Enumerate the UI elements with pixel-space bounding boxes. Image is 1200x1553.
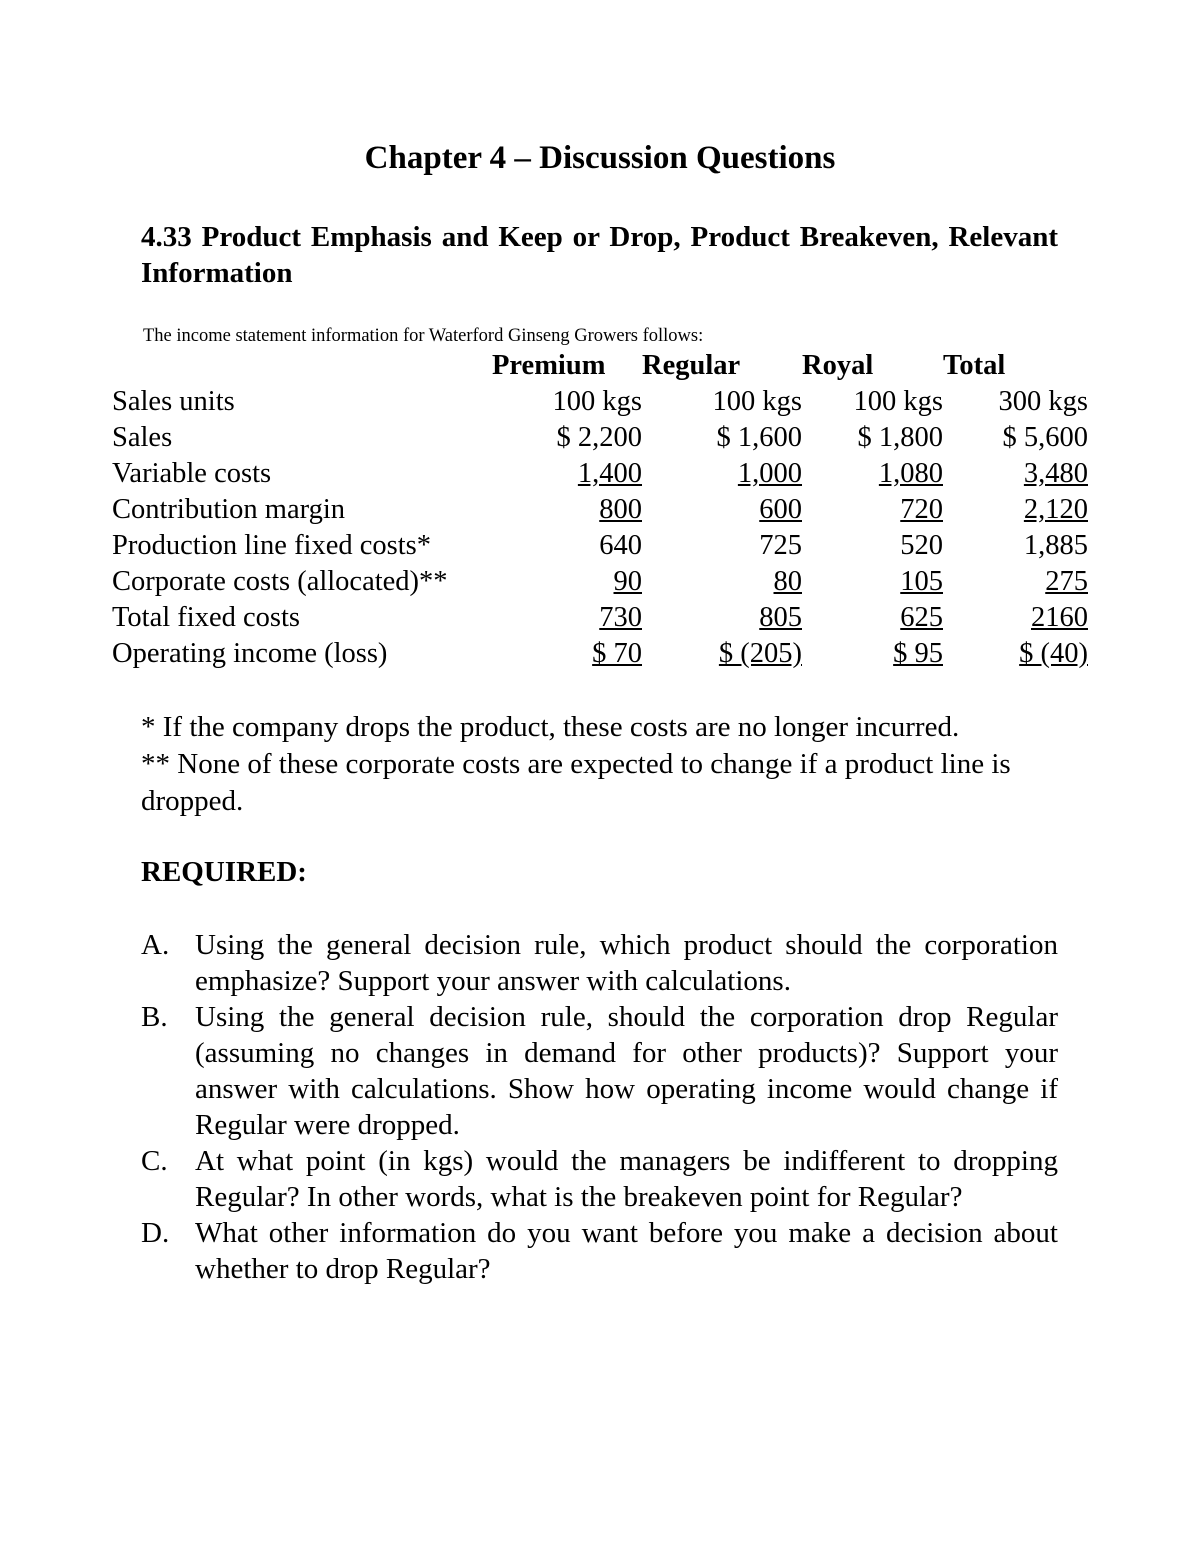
question-text: What other information do you want before you make a decision about whether to drop Regular? <box>195 1217 1058 1285</box>
question-text: Using the general decision rule, which product should the corporation emphasize? Support your answer with calculations. <box>195 929 1058 997</box>
table-row <box>112 636 1088 672</box>
question-item <box>141 927 1058 999</box>
question-text: Using the general decision rule, should the corporation drop Regular (assuming no changes in demand for other products)? Support your answer with calculations. Show how operating income would change if Regular were dropped. <box>195 1001 1058 1141</box>
table-row <box>112 564 1088 600</box>
question-letter: C. <box>141 1145 168 1177</box>
header-total: Total <box>943 350 1006 381</box>
row-label: Sales units <box>112 386 235 417</box>
question-item <box>141 999 1058 1143</box>
row-label: Operating income (loss) <box>112 638 388 669</box>
cell-royal: 100 kgs <box>853 386 943 417</box>
question-letter: B. <box>141 1001 168 1033</box>
footnotes <box>141 709 1058 820</box>
cell-total: 1,885 <box>1023 530 1088 561</box>
cell-total: 3,480 <box>1023 458 1088 489</box>
cell-total: $ (40) <box>1019 638 1088 669</box>
required-heading: REQUIRED: <box>141 856 307 888</box>
page-title: Chapter 4 – Discussion Questions <box>364 140 836 176</box>
cell-regular: $ (205) <box>718 638 802 669</box>
cell-regular: 805 <box>759 602 802 633</box>
question-item <box>141 1215 1058 1287</box>
footnote-corporate-costs: ** None of these corporate costs are expected to change if a product line is dropped. <box>141 748 1011 817</box>
row-label: Sales <box>112 422 173 453</box>
header-royal: Royal <box>802 350 874 381</box>
table-row <box>112 384 1088 420</box>
cell-premium: 1,400 <box>577 458 642 489</box>
row-label: Corporate costs (allocated)** <box>112 566 448 597</box>
income-statement-table <box>112 348 1088 672</box>
cell-total: $ 5,600 <box>1002 422 1088 453</box>
cell-total: 2,120 <box>1023 494 1088 525</box>
row-label: Variable costs <box>112 458 272 489</box>
cell-premium: 90 <box>613 566 642 597</box>
cell-regular: 1,000 <box>737 458 802 489</box>
cell-regular: $ 1,600 <box>716 422 802 453</box>
cell-premium: 640 <box>599 530 642 561</box>
question-letter: D. <box>141 1217 170 1249</box>
cell-total: 275 <box>1045 566 1088 597</box>
footnote-production-costs: * If the company drops the product, these costs are no longer incurred. <box>141 711 960 743</box>
cell-regular: 600 <box>759 494 802 525</box>
table-row <box>112 456 1088 492</box>
cell-royal: 520 <box>900 530 943 561</box>
table-row <box>112 600 1088 636</box>
cell-premium: $ 70 <box>592 638 642 669</box>
cell-regular: 80 <box>773 566 802 597</box>
cell-royal: $ 95 <box>893 638 943 669</box>
cell-royal: 1,080 <box>878 458 943 489</box>
cell-premium: 730 <box>599 602 642 633</box>
row-label: Production line fixed costs* <box>112 530 431 561</box>
cell-regular: 725 <box>759 530 802 561</box>
cell-royal: $ 1,800 <box>857 422 943 453</box>
cell-royal: 720 <box>900 494 943 525</box>
cell-royal: 625 <box>900 602 943 633</box>
header-regular: Regular <box>642 350 741 381</box>
intro-text: The income statement information for Waterford Ginseng Growers follows: <box>143 326 704 346</box>
cell-total: 300 kgs <box>998 386 1088 417</box>
table-row <box>112 528 1088 564</box>
question-letter: A. <box>141 929 170 961</box>
row-label: Contribution margin <box>112 494 346 525</box>
cell-premium: 100 kgs <box>552 386 642 417</box>
table-row <box>112 420 1088 456</box>
header-label <box>112 348 492 384</box>
cell-regular: 100 kgs <box>712 386 802 417</box>
cell-total: 2160 <box>1031 602 1088 633</box>
table-row <box>112 492 1088 528</box>
problem-heading: 4.33 Product Emphasis and Keep or Drop, Product Breakeven, Relevant Information <box>141 221 1058 289</box>
cell-premium: 800 <box>599 494 642 525</box>
header-premium: Premium <box>492 350 606 381</box>
cell-royal: 105 <box>900 566 943 597</box>
question-text: At what point (in kgs) would the managers be indifferent to dropping Regular? In other words, what is the breakeven point for Regular? <box>195 1145 1058 1213</box>
question-item <box>141 1143 1058 1215</box>
table-header-row <box>112 348 1088 384</box>
question-list <box>141 927 1058 1287</box>
cell-premium: $ 2,200 <box>556 422 642 453</box>
row-label: Total fixed costs <box>112 602 300 633</box>
